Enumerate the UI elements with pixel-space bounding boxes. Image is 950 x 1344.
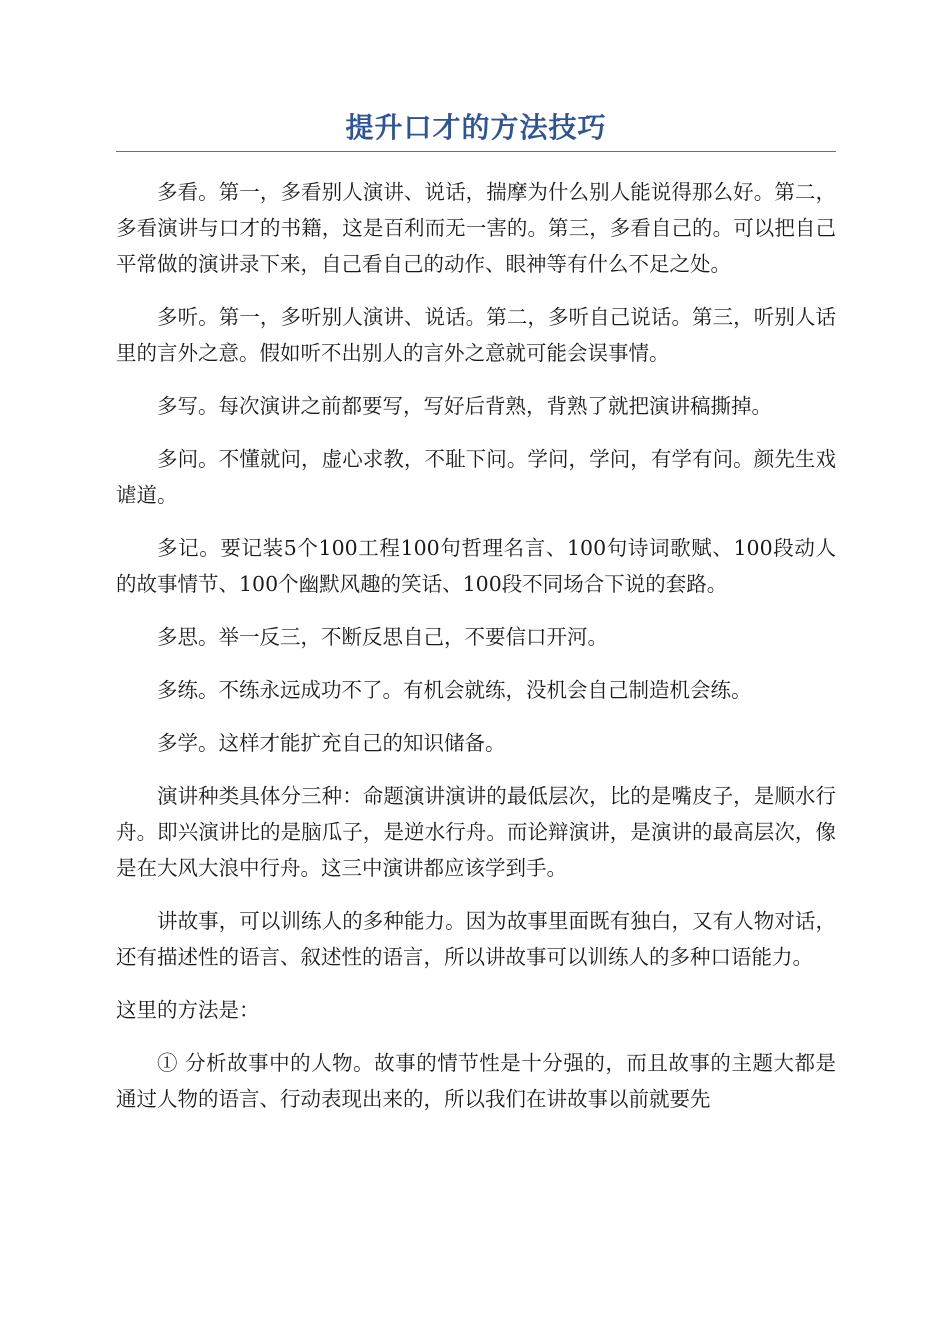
paragraph-duoting: 多听。第一，多听别人演讲、说话。第二，多听自己说话。第三，听别人话里的言外之意。假如听不出别人的言外之意就可能会误事情。 bbox=[116, 305, 836, 365]
document-body bbox=[116, 174, 836, 1117]
paragraph-method-1: ① 分析故事中的人物。故事的情节性是十分强的，而且故事的主题大都是通过人物的语言、行动表现出来的，所以我们在讲故事以前就要先 bbox=[116, 1051, 836, 1111]
paragraph-duowen: 多问。不懂就问，虚心求教，不耻下问。学问，学问，有学有问。颜先生戏谑道。 bbox=[116, 447, 836, 507]
document-title: 提升口才的方法技巧 bbox=[116, 108, 836, 152]
paragraph-duoji: 多记。要记装5个100工程100句哲理名言、100句诗词歌赋、100段动人的故事情节、100个幽默风趣的笑话、100段不同场合下说的套路。 bbox=[116, 536, 836, 596]
paragraph-duosi: 多思。举一反三，不断反思自己，不要信口开河。 bbox=[157, 625, 608, 649]
document-page bbox=[116, 108, 836, 1134]
paragraph-duokan: 多看。第一，多看别人演讲、说话，揣摩为什么别人能说得那么好。第二，多看演讲与口才的书籍，这是百利而无一害的。第三，多看自己的。可以把自己平常做的演讲录下来，自己看自己的动作、眼神等有什么不足之处。 bbox=[116, 180, 836, 276]
paragraph-duolian: 多练。不练永远成功不了。有机会就练，没机会自己制造机会练。 bbox=[157, 678, 752, 702]
paragraph-method-intro: 这里的方法是： bbox=[116, 998, 260, 1022]
paragraph-duoxie: 多写。每次演讲之前都要写，写好后背熟，背熟了就把演讲稿撕掉。 bbox=[157, 394, 772, 418]
paragraph-storytelling: 讲故事，可以训练人的多种能力。因为故事里面既有独白，又有人物对话，还有描述性的语言、叙述性的语言，所以讲故事可以训练人的多种口语能力。 bbox=[116, 909, 836, 969]
paragraph-speech-types: 演讲种类具体分三种：命题演讲演讲的最低层次，比的是嘴皮子，是顺水行舟。即兴演讲比的是脑瓜子，是逆水行舟。而论辩演讲，是演讲的最高层次，像是在大风大浪中行舟。这三中演讲都应该学到手。 bbox=[116, 784, 836, 880]
paragraph-duoxue: 多学。这样才能扩充自己的知识储备。 bbox=[157, 731, 506, 755]
